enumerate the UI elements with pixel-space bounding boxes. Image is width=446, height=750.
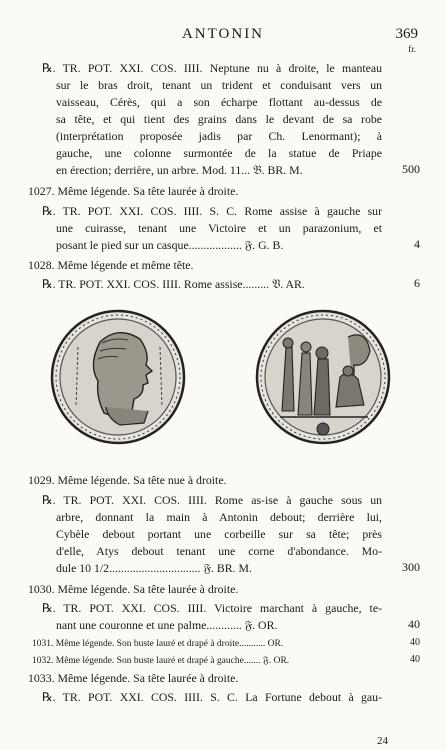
text-line: 1032. Même légende. Son buste lauré et drapé à gauche....... 𝔉. OR. xyxy=(32,656,290,666)
page-title: ANTONIN xyxy=(181,26,265,42)
text-line: sur le bras droit, tenant un trident et conduisant vers un xyxy=(56,78,382,92)
text-line: ℞. TR. POT. XXI. COS. IIII. Neptune nu à droite, le manteau xyxy=(42,61,382,75)
text-line: ℞. TR. POT. XXI. COS. IIII. S. C. La Fortune debout à gau- xyxy=(42,690,382,704)
price: 40 xyxy=(410,654,420,665)
text-line: sa tête, et qui tient des grains dans le devant de sa robe xyxy=(56,112,382,126)
entry-1030 xyxy=(28,581,238,598)
page-number: 369 xyxy=(395,26,418,42)
entry-1027-reverse xyxy=(42,203,382,254)
text-line: 1033. Même légende. Sa tête laurée à droite. xyxy=(28,671,239,685)
text-line: 1030. Même légende. Sa tête laurée à droite. xyxy=(28,582,239,596)
price: 300 xyxy=(402,560,420,574)
entry-1033 xyxy=(28,670,238,687)
text-line: (interprétation proposée jadis par Ch. Lenormant); à xyxy=(56,129,382,143)
text-line: dule 10 1/2............................... 𝔉. BR. M. xyxy=(56,561,252,575)
text-line: arbre, donnant la main à Antonin debout; derrière lui, xyxy=(56,510,382,524)
entry-1030-reverse xyxy=(42,600,382,634)
text-line: une cuirasse, tenant une Victoire et un parazonium, et xyxy=(56,221,382,235)
text-line: Cybèle debout portant une corbeille sur sa tête; près xyxy=(56,527,382,541)
entry-1027 xyxy=(28,183,238,200)
price: 40 xyxy=(410,637,420,648)
text-line: vaisseau, Cérès, qui a son écharpe flottant au-dessus de xyxy=(56,95,382,109)
entry-1033-reverse xyxy=(42,689,382,706)
entry-1029-reverse xyxy=(42,492,382,577)
price: 4 xyxy=(414,237,420,251)
text-line: 1029. Même légende. Sa tête nue à droite. xyxy=(28,473,227,487)
entry-1029 xyxy=(28,472,227,489)
coin-obverse-image xyxy=(52,311,184,443)
running-header xyxy=(0,26,446,54)
text-line: ℞. TR. POT. XXI. COS. IIII. Rome as-ise à gauche sous un xyxy=(42,493,382,507)
text-line: nant une couronne et une palme............ 𝔉. OR. xyxy=(56,618,278,632)
text-line: 1028. Même légende et même tête. xyxy=(28,258,194,272)
text-line: posant le pied sur un casque.................. 𝔉. G. B. xyxy=(56,238,284,252)
text-line: en érection; derrière, un arbre. Mod. 11... 𝔅. BR. M. xyxy=(56,163,303,177)
price: 6 xyxy=(414,276,420,290)
entry-1031 xyxy=(32,636,283,653)
text-line: gauche, une colonne surmontée de la statue de Priape xyxy=(56,146,382,160)
entry-1028-reverse xyxy=(42,276,305,293)
text-line: d'elle, Atys debout tenant une corne d'abondance. Mo- xyxy=(56,544,382,558)
price: 500 xyxy=(402,162,420,176)
text-line: 1027. Même légende. Sa tête laurée à droite. xyxy=(28,184,239,198)
text-line: ℞. TR. POT. XXI. COS. IIII. S. C. Rome assise à gauche sur xyxy=(42,204,382,218)
signature-mark: 24 xyxy=(377,735,388,747)
entry-1028 xyxy=(28,257,193,274)
entry-1032 xyxy=(32,653,289,670)
price: 40 xyxy=(408,617,420,631)
entry-1026-reverse xyxy=(42,60,382,179)
text-line: ℞. TR. POT. XXI. COS. IIII. Victoire marchant à gauche, te- xyxy=(42,601,382,615)
price-unit: fr. xyxy=(408,44,416,54)
coin-reverse-image xyxy=(257,311,389,443)
coin-illustrations xyxy=(48,307,398,447)
text-line: 1031. Même légende. Son buste lauré et drapé à droite........... OR. xyxy=(32,639,284,649)
text-line: ℞. TR. POT. XXI. COS. IIII. Rome assise......... 𝔙. AR. xyxy=(42,277,305,291)
